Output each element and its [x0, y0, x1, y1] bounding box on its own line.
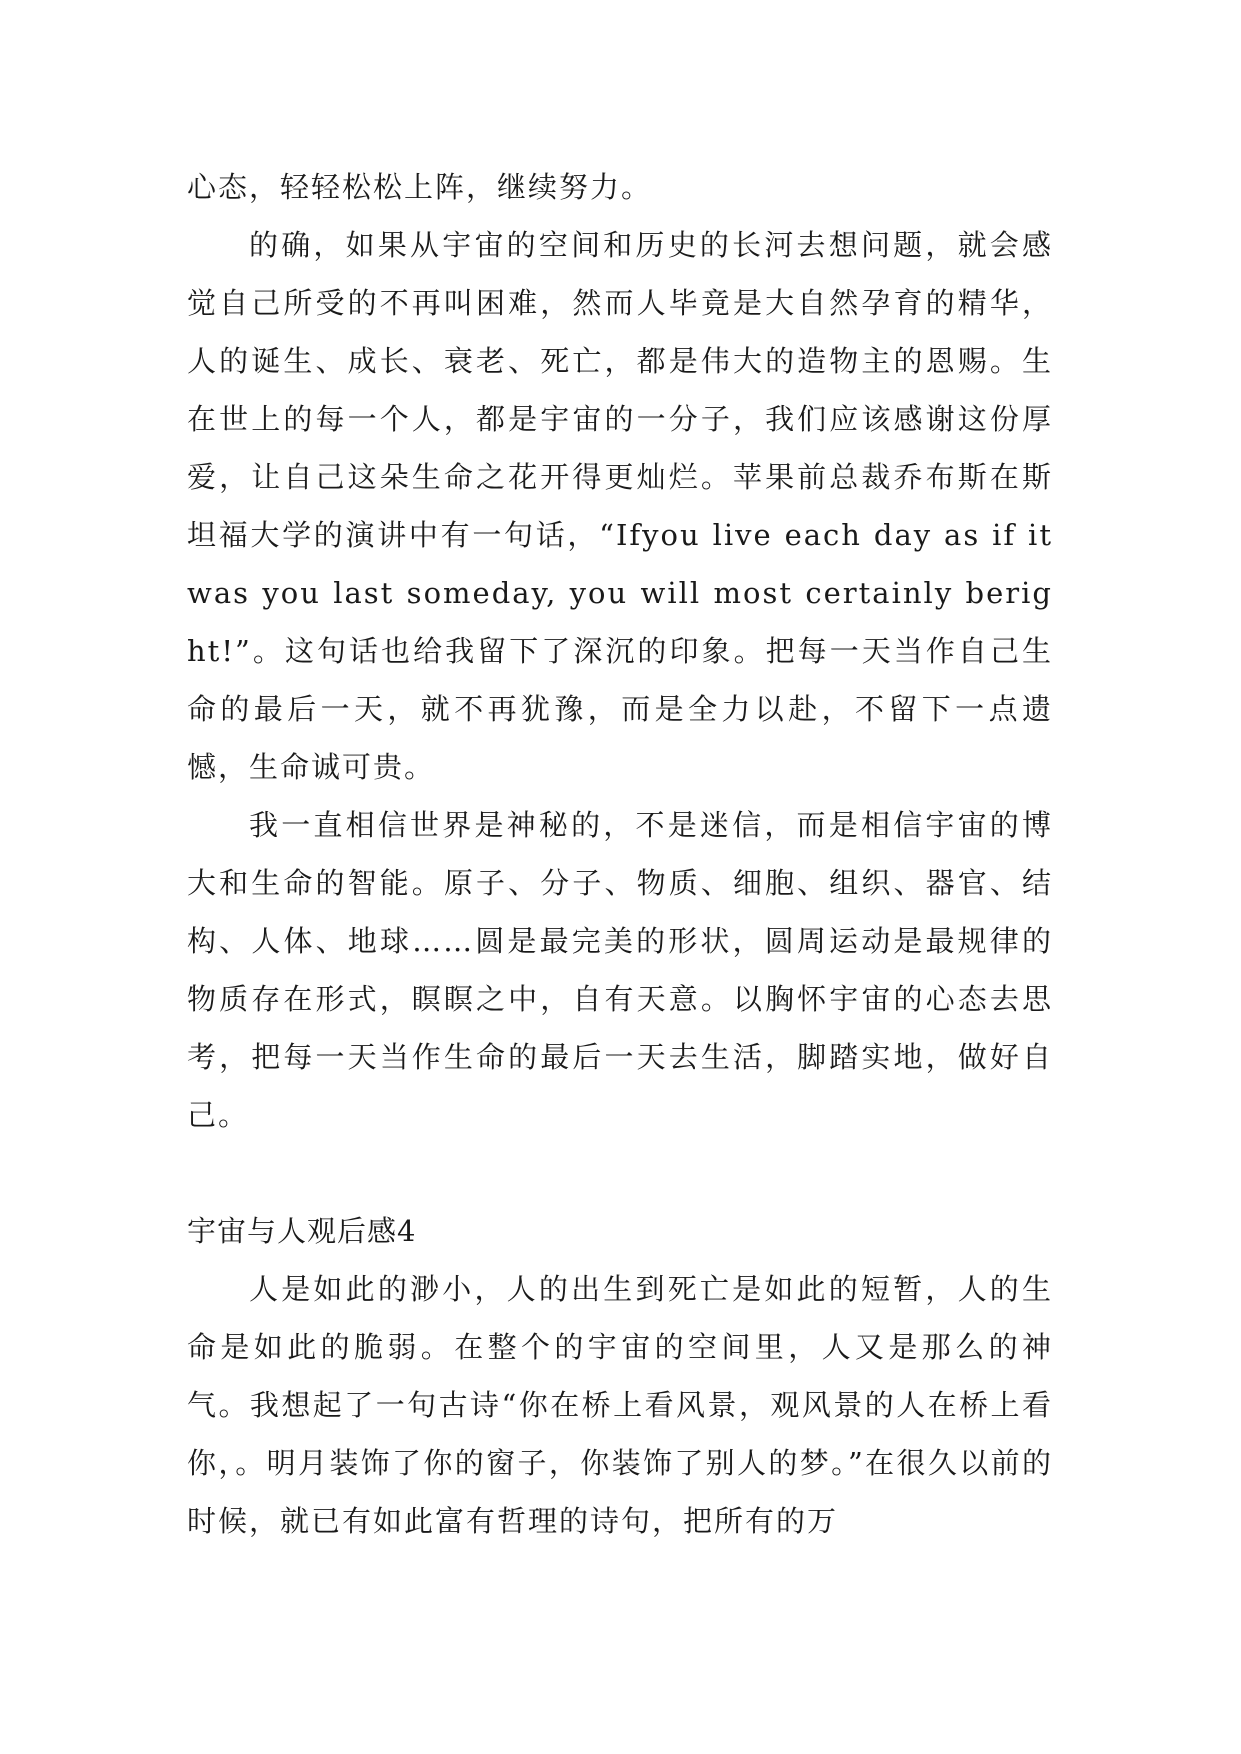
document-body — [187, 158, 1053, 1550]
paragraph-human-smallness: 人是如此的渺小，人的出生到死亡是如此的短暂，人的生命是如此的脆弱。在整个的宇宙的空间里，人又是那么的神气。我想起了一句古诗“你在桥上看风景，观风景的人在桥上看你，。明月装饰了你的窗子，你装饰了别人的梦。”在很久以前的时候，就已有如此富有哲理的诗句，把所有的万 — [187, 1272, 1053, 1538]
paragraph-cosmos-reflection: 的确，如果从宇宙的空间和历史的长河去想问题，就会感觉自己所受的不再叫困难，然而人毕竟是大自然孕育的精华，人的诞生、成长、衰老、死亡，都是伟大的造物主的恩赐。生在世上的每一个人，都是宇宙的一分子，我们应该感谢这份厚爱，让自己这朵生命之花开得更灿烂。苹果前总裁乔布斯在斯坦福大学的演讲中有一句话，“Ifyou live each day as if it was you last someday, you will most certainly beright!”。这句话也给我留下了深沉的印象。把每一天当作自己生命的最后一天，就不再犹豫，而是全力以赴，不留下一点遗憾，生命诚可贵。 — [187, 228, 1053, 784]
paragraph-world-mystery: 我一直相信世界是神秘的，不是迷信，而是相信宇宙的博大和生命的智能。原子、分子、物质、细胞、组织、器官、结构、人体、地球……圆是最完美的形状，圆周运动是最规律的物质存在形式，瞑瞑之中，自有天意。以胸怀宇宙的心态去思考，把每一天当作生命的最后一天去生活，脚踏实地，做好自己。 — [187, 808, 1053, 1132]
section-heading: 宇宙与人观后感4 — [187, 1214, 417, 1248]
paragraph-continuation: 心态，轻轻松松上阵，继续努力。 — [187, 170, 653, 204]
